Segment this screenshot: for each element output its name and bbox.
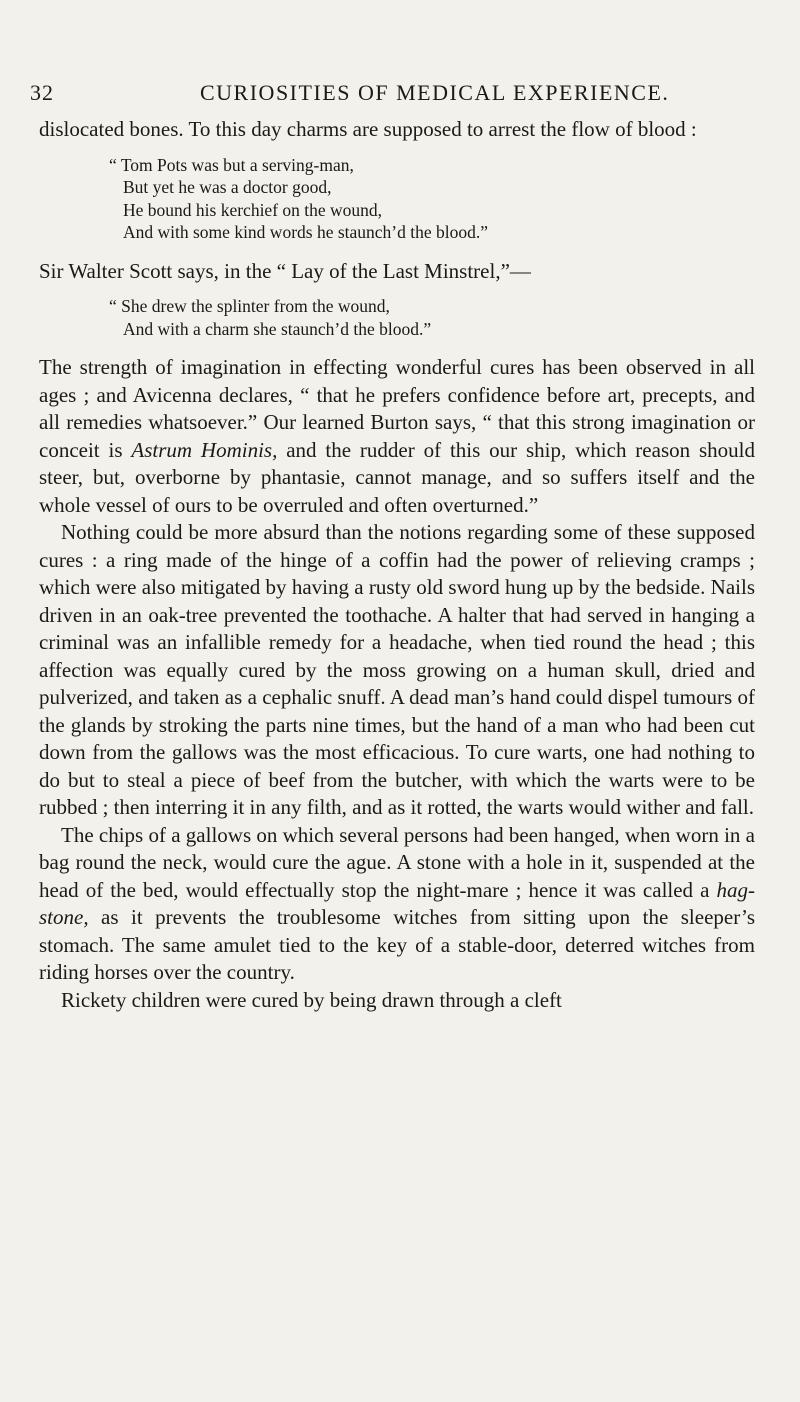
- page-header: [30, 80, 770, 110]
- paragraph-imagination: [39, 354, 755, 519]
- verse-line: And with a charm she staunch’d the blood.”: [123, 318, 432, 339]
- verse-line: “ She drew the splinter from the wound,: [109, 296, 390, 316]
- verse-minstrel: [39, 295, 755, 340]
- paragraph-absurd-cures: Nothing could be more absurd than the notions regarding some of these supposed cures : a ring made of the hinge of a coffin had the power of relieving cramps ; which were also mitigated by having a rusty old sword hung up by the bedside. Nails driven in an oak-tree prevented the toothache. A halter that had served in hanging a criminal was an infallible remedy for a headache, when tied round the head ; this affection was equally cured by the moss growing on a human skull, dried and pulverized, and taken as a cephalic snuff. A dead man’s hand could dispel tumours of the glands by stroking the parts nine times, but the hand of a man who had been cut down from the gallows was the most efficacious. To cure warts, one had nothing to do but to steal a piece of beef from the butcher, with which the warts were to be rubbed ; then interring it in any filth, and as it rotted, the warts would wither and fall.: [39, 520, 755, 819]
- verse-line: “ Tom Pots was but a serving-man,: [109, 154, 354, 175]
- page-number: 32: [30, 80, 54, 105]
- verse-line: He bound his kerchief on the wound,: [123, 199, 383, 220]
- verse-line: And with some kind words he staunch’d the blood.”: [123, 222, 489, 242]
- verse-line: But yet he was a doctor good,: [123, 177, 332, 197]
- paragraph-rickety: Rickety children were cured by being drawn through a cleft: [61, 987, 562, 1012]
- running-head: CURIOSITIES OF MEDICAL EXPERIENCE.: [200, 80, 670, 105]
- body-text: [39, 116, 755, 1014]
- text-run: The strength of imagination in effecting wonderful cures has been observed in all ages ; and Avicenna declares, “ that he prefers confidence before art, precepts, and all remedies whatsoever.” Our learned Burton says, “ that this strong imagination or conceit is: [39, 355, 755, 462]
- text-run: and the rudder of this our ship, which reason should steer, but, overborne by phantasie, cannot manage, and so suffers itself and the whole vessel of ours to be overruled and often overturned.”: [39, 437, 755, 517]
- paragraph-scott: Sir Walter Scott says, in the “ Lay of the Last Minstrel,”—: [39, 258, 531, 283]
- paragraph-1: dislocated bones. To this day charms are supposed to arrest the flow of blood :: [39, 117, 697, 141]
- verse-tom-pots: [39, 154, 755, 244]
- italic-hag-stone: hag-stone,: [39, 877, 755, 929]
- italic-astrum-hominis: Astrum Hominis,: [131, 437, 278, 462]
- paragraph-gallows: [39, 822, 755, 987]
- text-run: The chips of a gallows on which several persons had been hanged, when worn in a bag round the neck, would cure the ague. A stone with a hole in it, suspended at the head of the bed, would effectually stop the night-mare ; hence it was called a: [39, 822, 755, 902]
- text-run: as it prevents the troublesome witches from sitting upon the sleeper’s stomach. The same amulet tied to the key of a stable-door, deterred witches from riding horses over the country.: [39, 905, 755, 984]
